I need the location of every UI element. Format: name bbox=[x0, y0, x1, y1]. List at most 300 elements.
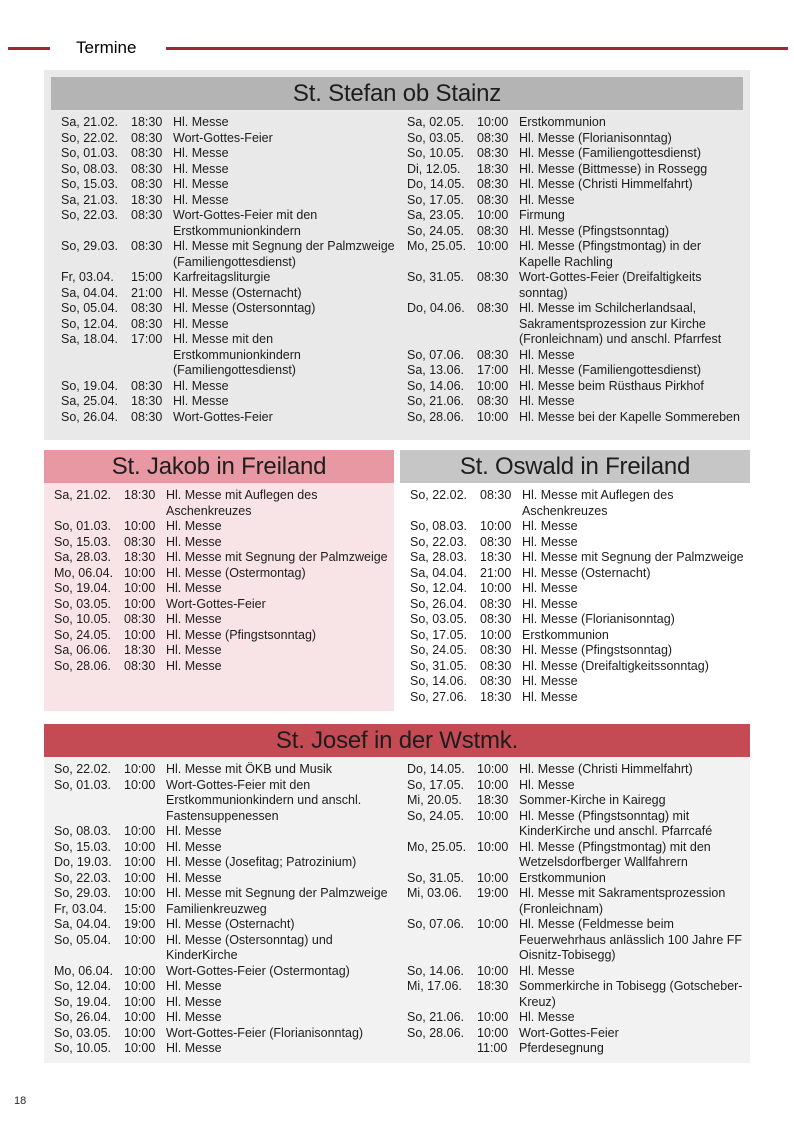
schedule-row bbox=[51, 394, 395, 410]
event-date: So, 24.05. bbox=[407, 808, 464, 823]
event-date: So, 10.05. bbox=[54, 612, 111, 626]
event-time: 10:00 bbox=[124, 519, 156, 533]
schedule-row bbox=[51, 146, 395, 162]
event-time: 19:00 bbox=[477, 886, 509, 900]
event-description: Hl. Messe mit Segnung der Palmzweige (Familiengottesdienst) bbox=[173, 239, 395, 269]
event-date: So, 07.06. bbox=[407, 347, 464, 362]
event-date: Sa, 23.05. bbox=[407, 208, 464, 222]
event-description: Hl. Messe (Pfingstmontag) in der Kapelle Rachling bbox=[519, 239, 702, 269]
schedule-row bbox=[397, 348, 741, 364]
event-date: So, 31.05. bbox=[407, 270, 464, 284]
event-time: 10:00 bbox=[124, 627, 156, 642]
event-date: Sa, 18.04. bbox=[61, 332, 118, 346]
schedule-row bbox=[400, 581, 748, 597]
event-description: Hl. Messe (Pfingstsonntag) mit KinderKirche und anschl. Pfarrcafé bbox=[519, 808, 713, 838]
event-date: Mo, 06.04. bbox=[54, 565, 114, 580]
event-description: Familienkreuzweg bbox=[166, 901, 267, 916]
event-description: Hl. Messe (Florianisonntag) bbox=[519, 130, 672, 145]
schedule-row bbox=[44, 824, 395, 840]
event-description: Hl. Messe bbox=[166, 979, 222, 993]
event-description: Hl. Messe bbox=[522, 674, 578, 688]
event-time: 10:00 bbox=[124, 839, 156, 854]
schedule-row bbox=[397, 394, 741, 410]
event-date: So, 01.03. bbox=[54, 777, 111, 792]
schedule-row bbox=[44, 550, 392, 566]
event-date: So, 28.06. bbox=[407, 1025, 464, 1040]
event-description: Hl. Messe mit Auflegen des Aschenkreuzes bbox=[522, 488, 674, 518]
event-date: So, 28.06. bbox=[54, 658, 111, 673]
event-time: 08:30 bbox=[124, 612, 156, 626]
event-date: So, 17.05. bbox=[407, 777, 464, 792]
schedule-row bbox=[400, 488, 748, 519]
schedule-row bbox=[51, 301, 395, 317]
event-date: Do, 04.06. bbox=[407, 301, 465, 315]
event-description: Hl. Messe bbox=[166, 839, 222, 854]
event-description: Hl. Messe (Bittmesse) in Rossegg bbox=[519, 161, 708, 176]
event-description: Hl. Messe bbox=[166, 643, 222, 657]
schedule-row bbox=[51, 131, 395, 147]
sections bbox=[44, 70, 750, 1063]
event-date: So, 27.06. bbox=[410, 689, 467, 704]
schedule-row bbox=[51, 208, 395, 239]
event-date: Sa, 04.04. bbox=[61, 285, 118, 300]
event-date: So, 26.04. bbox=[410, 596, 467, 611]
event-time: 08:30 bbox=[477, 146, 509, 160]
event-description: Hl. Messe bbox=[166, 1041, 222, 1055]
schedule-row bbox=[397, 840, 748, 871]
event-description: Hl. Messe bbox=[173, 161, 229, 176]
event-date: So, 14.06. bbox=[407, 963, 464, 978]
event-date: So, 14.06. bbox=[410, 674, 467, 688]
schedule-row bbox=[397, 379, 741, 395]
event-description: Hl. Messe bbox=[166, 994, 222, 1009]
schedule-row bbox=[400, 690, 748, 706]
event-time: 10:00 bbox=[477, 917, 509, 931]
event-time: 08:30 bbox=[480, 596, 512, 611]
schedule-row bbox=[51, 379, 395, 395]
schedule-row bbox=[397, 871, 748, 887]
schedule-column bbox=[397, 762, 750, 1057]
event-date: So, 19.04. bbox=[61, 378, 118, 393]
event-date: So, 01.03. bbox=[61, 146, 118, 160]
event-description: Hl. Messe mit Sakramentsprozession (Fronleichnam) bbox=[519, 886, 726, 916]
event-description: Hl. Messe bbox=[522, 689, 578, 704]
event-time: 08:30 bbox=[131, 161, 163, 176]
event-date: So, 17.05. bbox=[407, 192, 464, 207]
event-description: Hl. Messe (Pfingstmontag) mit den Wetzelsdorfberger Wallfahrern bbox=[519, 839, 711, 869]
event-description: Hl. Messe mit den Erstkommunionkindern (Familiengottesdienst) bbox=[173, 332, 301, 377]
schedule-row bbox=[397, 131, 741, 147]
schedule-row bbox=[44, 659, 392, 675]
event-date: So, 15.03. bbox=[54, 534, 111, 549]
event-date: Mi, 17.06. bbox=[407, 979, 462, 993]
event-description: Sommer-Kirche in Kairegg bbox=[519, 793, 666, 807]
event-time: 17:00 bbox=[131, 332, 163, 346]
event-date: Sa, 04.04. bbox=[410, 565, 467, 580]
event-date: So, 10.05. bbox=[54, 1041, 111, 1055]
schedule-column bbox=[51, 115, 397, 425]
event-time: 08:30 bbox=[480, 488, 512, 502]
event-date: Do, 14.05. bbox=[407, 177, 465, 191]
event-time: 10:00 bbox=[124, 994, 156, 1009]
schedule-row bbox=[51, 286, 395, 302]
schedule-row bbox=[44, 855, 395, 871]
event-description: Hl. Messe bbox=[166, 870, 222, 885]
event-date: So, 31.05. bbox=[407, 870, 464, 885]
schedule-row bbox=[44, 1010, 395, 1026]
event-time: 18:30 bbox=[131, 394, 163, 408]
section-jakob bbox=[44, 450, 394, 711]
event-time: 10:00 bbox=[124, 565, 156, 580]
event-date: Sa, 06.06. bbox=[54, 643, 111, 657]
schedule-row bbox=[44, 979, 395, 995]
event-description: Hl. Messe beim Rüsthaus Pirkhof bbox=[519, 378, 704, 393]
event-time: 08:30 bbox=[477, 223, 509, 238]
schedule-row bbox=[44, 643, 392, 659]
event-description: Hl. Messe (Familiengottesdienst) bbox=[519, 363, 702, 377]
page-number: 18 bbox=[14, 1095, 27, 1107]
event-time: 15:00 bbox=[131, 270, 163, 284]
schedule-row bbox=[400, 628, 748, 644]
event-date: So, 10.05. bbox=[407, 146, 464, 160]
event-time: 08:30 bbox=[477, 177, 509, 191]
schedule-row bbox=[397, 208, 741, 224]
event-description: Hl. Messe bbox=[519, 777, 575, 792]
section-columns bbox=[44, 757, 750, 1063]
event-description: Hl. Messe (Ostersonntag) bbox=[173, 301, 316, 315]
event-date: So, 03.05. bbox=[54, 596, 111, 611]
event-date: So, 15.03. bbox=[54, 839, 111, 854]
event-description: Hl. Messe mit Segnung der Palmzweige bbox=[166, 550, 388, 564]
event-description: Hl. Messe bbox=[173, 177, 229, 191]
event-time: 10:00 bbox=[477, 808, 509, 823]
event-date: So, 08.03. bbox=[61, 161, 118, 176]
page-header bbox=[0, 0, 794, 58]
schedule-row bbox=[400, 643, 748, 659]
schedule-row bbox=[51, 410, 395, 426]
schedule-row bbox=[400, 535, 748, 551]
event-description: Hl. Messe bbox=[173, 316, 229, 331]
event-time: 18:30 bbox=[477, 161, 509, 176]
event-date: Sa, 21.02. bbox=[54, 488, 111, 502]
event-date bbox=[407, 1041, 477, 1057]
event-date: So, 21.06. bbox=[407, 1010, 464, 1024]
event-description: Wort-Gottes-Feier bbox=[519, 1025, 619, 1040]
event-date: Sa, 25.04. bbox=[61, 394, 118, 408]
event-description: Erstkommunion bbox=[519, 115, 606, 129]
event-time: 10:00 bbox=[124, 1010, 156, 1024]
event-time: 08:30 bbox=[131, 146, 163, 160]
event-description: Hl. Messe bbox=[519, 394, 575, 408]
event-time: 11:00 bbox=[477, 1041, 508, 1055]
event-date: Sa, 21.03. bbox=[61, 192, 118, 207]
event-time: 10:00 bbox=[124, 581, 156, 595]
schedule-row bbox=[44, 964, 395, 980]
event-time: 10:00 bbox=[480, 519, 512, 533]
event-description: Karfreitagsliturgie bbox=[173, 270, 271, 284]
event-date: So, 21.06. bbox=[407, 394, 464, 408]
schedule-row bbox=[44, 933, 395, 964]
event-time: 08:30 bbox=[480, 534, 512, 549]
event-time: 10:00 bbox=[124, 596, 156, 611]
event-description: Hl. Messe (Pfingstsonntag) bbox=[522, 643, 673, 657]
schedule-row bbox=[51, 317, 395, 333]
event-description: Hl. Messe (Ostersonntag) und KinderKirche bbox=[166, 932, 333, 962]
event-time: 10:00 bbox=[477, 115, 509, 129]
event-description: Hl. Messe bbox=[166, 534, 222, 549]
schedule-row bbox=[400, 597, 748, 613]
event-time: 10:00 bbox=[480, 581, 512, 595]
schedule-row bbox=[397, 886, 748, 917]
event-description: Wort-Gottes-Feier mit den Erstkommunionkindern und anschl. Fastensuppenessen bbox=[166, 777, 362, 823]
event-description: Hl. Messe bbox=[522, 519, 578, 533]
event-date: So, 22.03. bbox=[61, 208, 118, 222]
event-date: So, 03.05. bbox=[410, 612, 467, 626]
schedule-row bbox=[397, 1010, 748, 1026]
event-description: Hl. Messe (Christi Himmelfahrt) bbox=[519, 762, 693, 776]
schedule-row bbox=[51, 177, 395, 193]
schedule-column bbox=[397, 115, 743, 425]
event-description: Firmung bbox=[519, 208, 565, 222]
event-date: Fr, 03.04. bbox=[61, 270, 114, 284]
event-description: Wort-Gottes-Feier mit den Erstkommunionkindern bbox=[173, 208, 318, 238]
schedule-row bbox=[44, 995, 395, 1011]
event-date: So, 12.04. bbox=[410, 581, 467, 595]
event-time: 08:30 bbox=[131, 130, 163, 145]
event-date: So, 24.05. bbox=[407, 223, 464, 238]
event-date: So, 07.06. bbox=[407, 917, 464, 931]
event-date: So, 24.05. bbox=[54, 627, 111, 642]
schedule-row bbox=[44, 1026, 395, 1042]
event-description: Hl. Messe bbox=[519, 192, 575, 207]
schedule-row bbox=[397, 224, 741, 240]
event-time: 08:30 bbox=[480, 674, 512, 688]
event-date: So, 22.02. bbox=[410, 488, 467, 502]
schedule-row bbox=[51, 193, 395, 209]
event-description: Wort-Gottes-Feier bbox=[173, 130, 273, 145]
event-date: Sa, 04.04. bbox=[54, 917, 111, 931]
event-date: So, 08.03. bbox=[54, 824, 111, 838]
event-date: Sa, 28.03. bbox=[54, 550, 111, 564]
event-time: 08:30 bbox=[477, 347, 509, 362]
event-description: Hl. Messe bbox=[522, 581, 578, 595]
event-time: 18:30 bbox=[477, 979, 509, 993]
schedule-row bbox=[397, 1026, 748, 1042]
event-description: Hl. Messe (Feldmesse beim Feuerwehrhaus anlässlich 100 Jahre FF Oisnitz-Tobisegg) bbox=[519, 917, 743, 962]
event-date: Mo, 25.05. bbox=[407, 839, 467, 854]
event-time: 18:30 bbox=[480, 689, 512, 704]
event-date: Sa, 02.05. bbox=[407, 115, 464, 129]
event-date: So, 19.04. bbox=[54, 994, 111, 1009]
event-date: So, 15.03. bbox=[61, 177, 118, 191]
schedule-row bbox=[44, 628, 392, 644]
event-date: So, 05.04. bbox=[54, 932, 111, 947]
event-date: Mo, 06.04. bbox=[54, 963, 114, 978]
schedule-row bbox=[44, 902, 395, 918]
event-date: So, 22.02. bbox=[61, 130, 118, 145]
schedule-row bbox=[397, 270, 741, 301]
schedule-row bbox=[44, 597, 392, 613]
event-date: So, 14.06. bbox=[407, 378, 464, 393]
event-date: So, 22.03. bbox=[410, 534, 467, 549]
event-description: Hl. Messe (Familiengottesdienst) bbox=[519, 146, 702, 160]
event-time: 10:00 bbox=[124, 932, 156, 947]
event-description: Wort-Gottes-Feier bbox=[173, 409, 273, 424]
event-description: Hl. Messe bbox=[173, 378, 229, 393]
schedule-row bbox=[397, 778, 748, 794]
event-description: Hl. Messe bbox=[522, 534, 578, 549]
event-description: Hl. Messe bbox=[519, 347, 575, 362]
event-description: Hl. Messe bbox=[166, 658, 222, 673]
event-date: Mo, 25.05. bbox=[407, 239, 467, 253]
event-time: 08:30 bbox=[477, 130, 509, 145]
event-description: Hl. Messe (Christi Himmelfahrt) bbox=[519, 177, 693, 191]
schedule-row bbox=[397, 301, 741, 348]
event-time: 19:00 bbox=[124, 917, 156, 931]
event-time: 08:30 bbox=[131, 208, 163, 222]
schedule-column bbox=[44, 488, 394, 705]
event-time: 10:00 bbox=[124, 1041, 156, 1055]
event-description: Hl. Messe (Florianisonntag) bbox=[522, 612, 675, 626]
section-columns bbox=[44, 483, 394, 711]
event-time: 18:30 bbox=[124, 550, 156, 564]
schedule-row bbox=[44, 535, 392, 551]
section-title-oswald: St. Oswald in Freiland bbox=[400, 450, 750, 483]
event-date: So, 24.05. bbox=[410, 643, 467, 657]
event-time: 08:30 bbox=[124, 534, 156, 549]
schedule-row bbox=[400, 659, 748, 675]
section-stefan bbox=[44, 70, 750, 440]
event-description: Hl. Messe bei der Kapelle Sommereben bbox=[519, 409, 740, 424]
event-time: 08:30 bbox=[480, 612, 512, 626]
schedule-row bbox=[397, 115, 741, 131]
event-date: Sa, 13.06. bbox=[407, 363, 464, 377]
event-time: 18:30 bbox=[131, 192, 163, 207]
event-description: Hl. Messe bbox=[522, 596, 578, 611]
event-time: 18:30 bbox=[131, 115, 163, 129]
schedule-row bbox=[44, 840, 395, 856]
event-time: 08:30 bbox=[480, 643, 512, 657]
event-date: Do, 14.05. bbox=[407, 762, 465, 776]
event-description: Hl. Messe bbox=[519, 963, 575, 978]
event-description: Hl. Messe bbox=[173, 394, 229, 408]
event-date: So, 12.04. bbox=[54, 979, 111, 993]
event-description: Wort-Gottes-Feier bbox=[166, 596, 266, 611]
event-time: 08:30 bbox=[477, 301, 509, 315]
event-description: Hl. Messe mit ÖKB und Musik bbox=[166, 762, 333, 776]
schedule-row bbox=[44, 886, 395, 902]
event-description: Hl. Messe im Schilcherlandsaal, Sakramentsprozession zur Kirche (Fronleichnam) und anschl. Pfarrfest bbox=[519, 301, 722, 346]
schedule-row bbox=[397, 979, 748, 1010]
schedule-row bbox=[397, 363, 741, 379]
event-time: 10:00 bbox=[124, 1025, 156, 1040]
event-description: Hl. Messe bbox=[173, 146, 229, 160]
schedule-row bbox=[397, 410, 741, 426]
event-description: Wort-Gottes-Feier (Dreifaltigkeits sonntag) bbox=[519, 270, 702, 300]
event-description: Hl. Messe (Osternacht) bbox=[166, 917, 295, 931]
event-description: Hl. Messe (Dreifaltigkeitssonntag) bbox=[522, 658, 709, 673]
event-time: 08:30 bbox=[477, 394, 509, 408]
schedule-row bbox=[400, 566, 748, 582]
schedule-row bbox=[44, 612, 392, 628]
event-time: 10:00 bbox=[477, 1010, 509, 1024]
schedule-row bbox=[400, 519, 748, 535]
schedule-row bbox=[44, 1041, 395, 1057]
event-time: 08:30 bbox=[131, 301, 163, 315]
event-time: 10:00 bbox=[477, 963, 509, 978]
event-time: 10:00 bbox=[477, 378, 509, 393]
event-description: Hl. Messe bbox=[166, 581, 222, 595]
section-title-jakob: St. Jakob in Freiland bbox=[44, 450, 394, 483]
schedule-row bbox=[44, 871, 395, 887]
schedule-row bbox=[397, 193, 741, 209]
section-title-josef: St. Josef in der Wstmk. bbox=[44, 724, 750, 757]
event-time: 08:30 bbox=[131, 378, 163, 393]
event-description: Hl. Messe bbox=[166, 824, 222, 838]
event-time: 15:00 bbox=[124, 901, 156, 916]
event-time: 10:00 bbox=[124, 777, 156, 792]
schedule-row bbox=[397, 1041, 748, 1057]
event-time: 10:00 bbox=[124, 824, 156, 838]
event-description: Hl. Messe bbox=[519, 1010, 575, 1024]
event-description: Hl. Messe (Ostermontag) bbox=[166, 565, 306, 580]
event-time: 18:30 bbox=[124, 488, 156, 502]
event-time: 10:00 bbox=[124, 762, 156, 776]
event-time: 10:00 bbox=[477, 762, 509, 776]
event-description: Erstkommunion bbox=[522, 627, 609, 642]
schedule-row bbox=[44, 917, 395, 933]
section-row bbox=[44, 450, 750, 711]
schedule-row bbox=[397, 793, 748, 809]
event-description: Hl. Messe mit Segnung der Palmzweige bbox=[522, 550, 744, 564]
schedule-row bbox=[397, 762, 748, 778]
event-date: So, 26.04. bbox=[61, 409, 118, 424]
event-date: So, 17.05. bbox=[410, 627, 467, 642]
event-time: 18:30 bbox=[124, 643, 156, 657]
event-date: So, 22.02. bbox=[54, 762, 111, 776]
schedule-row bbox=[397, 964, 748, 980]
schedule-row bbox=[400, 550, 748, 566]
schedule-row bbox=[44, 762, 395, 778]
event-time: 10:00 bbox=[477, 1025, 509, 1040]
event-description: Hl. Messe bbox=[173, 192, 229, 207]
event-time: 10:00 bbox=[477, 870, 509, 885]
event-date: Di, 12.05. bbox=[407, 161, 461, 176]
event-date: So, 12.04. bbox=[61, 316, 118, 331]
event-description: Erstkommunion bbox=[519, 870, 606, 885]
section-columns bbox=[51, 110, 743, 431]
event-description: Hl. Messe (Josefitag; Patrozinium) bbox=[166, 855, 357, 869]
event-time: 21:00 bbox=[131, 285, 163, 300]
event-description: Hl. Messe (Osternacht) bbox=[173, 285, 302, 300]
event-time: 10:00 bbox=[477, 777, 509, 792]
event-time: 21:00 bbox=[480, 565, 512, 580]
event-date: So, 29.03. bbox=[61, 239, 118, 253]
schedule-row bbox=[44, 566, 392, 582]
schedule-row bbox=[44, 778, 395, 825]
schedule-row bbox=[44, 581, 392, 597]
schedule-column bbox=[44, 762, 397, 1057]
event-time: 10:00 bbox=[124, 855, 156, 869]
event-date: So, 28.06. bbox=[407, 409, 464, 424]
event-time: 10:00 bbox=[477, 239, 509, 253]
event-date: So, 31.05. bbox=[410, 658, 467, 673]
schedule-row bbox=[400, 612, 748, 628]
event-date: So, 19.04. bbox=[54, 581, 111, 595]
event-date: Sa, 21.02. bbox=[61, 115, 118, 129]
event-description: Hl. Messe (Osternacht) bbox=[522, 565, 651, 580]
event-date: So, 29.03. bbox=[54, 886, 111, 900]
